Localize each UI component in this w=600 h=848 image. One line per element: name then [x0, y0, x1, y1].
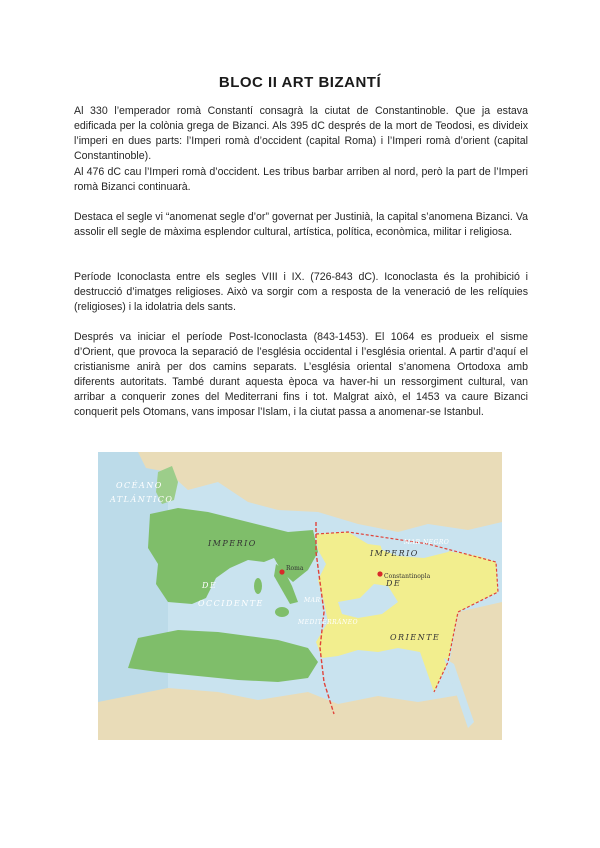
- sicily: [275, 607, 289, 617]
- west-label-3: OCCIDENTE: [198, 599, 264, 608]
- paragraph-post-iconoclast: Després va iniciar el període Post-Iconoclasta (843-1453). El 1064 es produeix el sisme d’Orient, que provoca la separació de l’església occidental i l’església oriental. A partir d’aquí el cristianisme anirà per dos camins separats. L’església oriental s’anomena Ortodoxa amb diferents autoritats. També durant aquesta època va haver-hi un ressorgiment cultural, van arribar a conquerir zones del Mediterrani fins i tot. Malgrat això, el 1453 va caure Bizanci conquerit pels Otomans, vans imposar l’Islam, i la ciutat passa a anomenar-se Istanbul.: [74, 331, 528, 418]
- constantinopla-marker: [377, 571, 382, 576]
- roma-label: Roma: [286, 565, 304, 572]
- paragraph-constantinople: Al 330 l’emperador romà Constantí consagrà la ciutat de Constantinoble. Que ja estava edificada per la colònia grega de Bizanci. Als 395 dC després de la mort de Teodosi, es divideix l’imperi en dues parts: l’Imperi romà d’occident (capital Roma) i l’Imperi romà d’orient (capital Constantinoble).: [74, 105, 528, 162]
- ocean-label-1: OCÉANO: [116, 481, 163, 490]
- paragraph-fall-of-west: Al 476 dC cau l’Imperi romà d’occident. Les tribus barbar arriben al nord, però la part de l’Imperi romà Bizanci continuarà.: [74, 166, 528, 193]
- east-label-1: IMPERIO: [370, 549, 419, 558]
- east-label-3: ORIENTE: [390, 633, 441, 642]
- paragraph-iconoclast: Període Iconoclasta entre els segles VIII i IX. (726-843 dC). Iconoclasta és la prohibició i destrucció d’imatges religioses. Això va sorgir com a resposta de la veneració de les relíquies (religioses) i la idolatria dels sants.: [74, 271, 528, 313]
- med-label-2: MEDITERRÁNEO: [298, 619, 359, 626]
- cyprus: [409, 617, 423, 623]
- roman-empire-division-map: [98, 452, 502, 740]
- black-sea-label: MAR NEGRO: [404, 539, 450, 546]
- east-label-2: DE: [386, 579, 402, 588]
- west-label-2: DE: [202, 581, 218, 590]
- roma-marker: [279, 569, 284, 574]
- ocean-label-2: ATLÁNTICO: [110, 495, 174, 504]
- med-label-1: MAR: [304, 597, 321, 604]
- sardinia: [254, 578, 262, 594]
- paragraph-golden-century: Destaca el segle vi “anomenat segle d’or” governat per Justinià, la capital s’anomena Bizanci. Va assolir ell segle de màxima esplendor cultural, artística, política, econòmica, militar i religiosa.: [74, 211, 528, 238]
- page-title: BLOC II ART BIZANTÍ: [218, 74, 382, 91]
- constantinopla-label: Constantinopla: [384, 573, 431, 580]
- west-label-1: IMPERIO: [208, 539, 257, 548]
- map-graphic: [98, 452, 502, 740]
